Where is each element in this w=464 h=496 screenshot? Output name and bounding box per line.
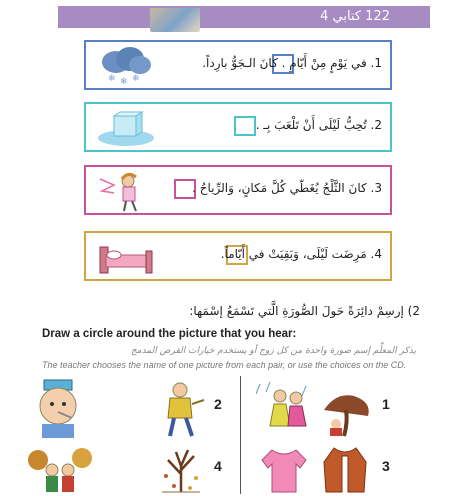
bare-tree-icon[interactable] <box>156 446 206 494</box>
coat-icon[interactable] <box>320 446 370 494</box>
bed-icon <box>96 239 156 277</box>
svg-text:❄: ❄ <box>108 74 116 84</box>
page-header <box>58 6 430 28</box>
instruction-english: Draw a circle around the picture that you hear: <box>42 328 297 340</box>
teacher-note-english: The teacher chooses the name of one picture from each pair, or use the choices on the CD. <box>42 360 407 370</box>
section-2-heading: 2) إرسِمْ دائِرَةً حَولَ الصُّورَةِ الَّتي تَسْمَعُ إسْمَها: <box>189 304 420 318</box>
cold-boy-icon[interactable] <box>156 380 206 438</box>
question-2-text: 2. تُحِبُّ لَيْلَى أَنْ تَلْعَبَ بِـ . <box>255 118 382 132</box>
question-4-box <box>84 231 392 281</box>
pair-4-number: 4 <box>214 458 222 474</box>
pair-1-number: 1 <box>382 396 390 412</box>
question-3-text: 3. كانَ الثَّلْجُ يُغَطّي كُلَّ مَكانٍ، وَالرِّياحُ . <box>192 181 382 195</box>
svg-text:❄: ❄ <box>132 74 140 84</box>
page-title: 122 كتابي 4 <box>320 9 390 24</box>
windy-tree-icon[interactable] <box>318 380 376 438</box>
children-reading-photo <box>150 8 200 32</box>
pair-3-number: 3 <box>382 458 390 474</box>
autumn-children-icon[interactable] <box>28 446 92 494</box>
melting-ice-icon <box>96 110 156 148</box>
sick-boy-icon[interactable] <box>28 378 88 438</box>
answer-box-2[interactable] <box>234 116 256 136</box>
snow-cloud-icon <box>96 46 152 86</box>
windy-girl-icon <box>96 171 152 213</box>
question-2-box <box>84 102 392 152</box>
divider <box>240 376 241 494</box>
question-4-text: 4. مَرِضَت لَيْلَى، وَبَقِيَتْ في أَيّاماً. <box>220 247 382 261</box>
rainy-girl-icon[interactable] <box>256 380 316 436</box>
teacher-note-arabic: يذكر المعلِّم إسم صورة واحدة من كل زوج أو يستخدم خيارات القرص المدمج <box>130 346 416 356</box>
tshirt-icon[interactable] <box>258 448 310 494</box>
question-1-text: 1. في يَوْمٍ مِنْ أَيّامِ . كانَ الـجَوُّ بارِداً. <box>202 56 382 70</box>
pair-2-number: 2 <box>214 396 222 412</box>
question-1-box <box>84 40 392 90</box>
svg-text:❄: ❄ <box>120 77 128 86</box>
question-3-box <box>84 165 392 215</box>
